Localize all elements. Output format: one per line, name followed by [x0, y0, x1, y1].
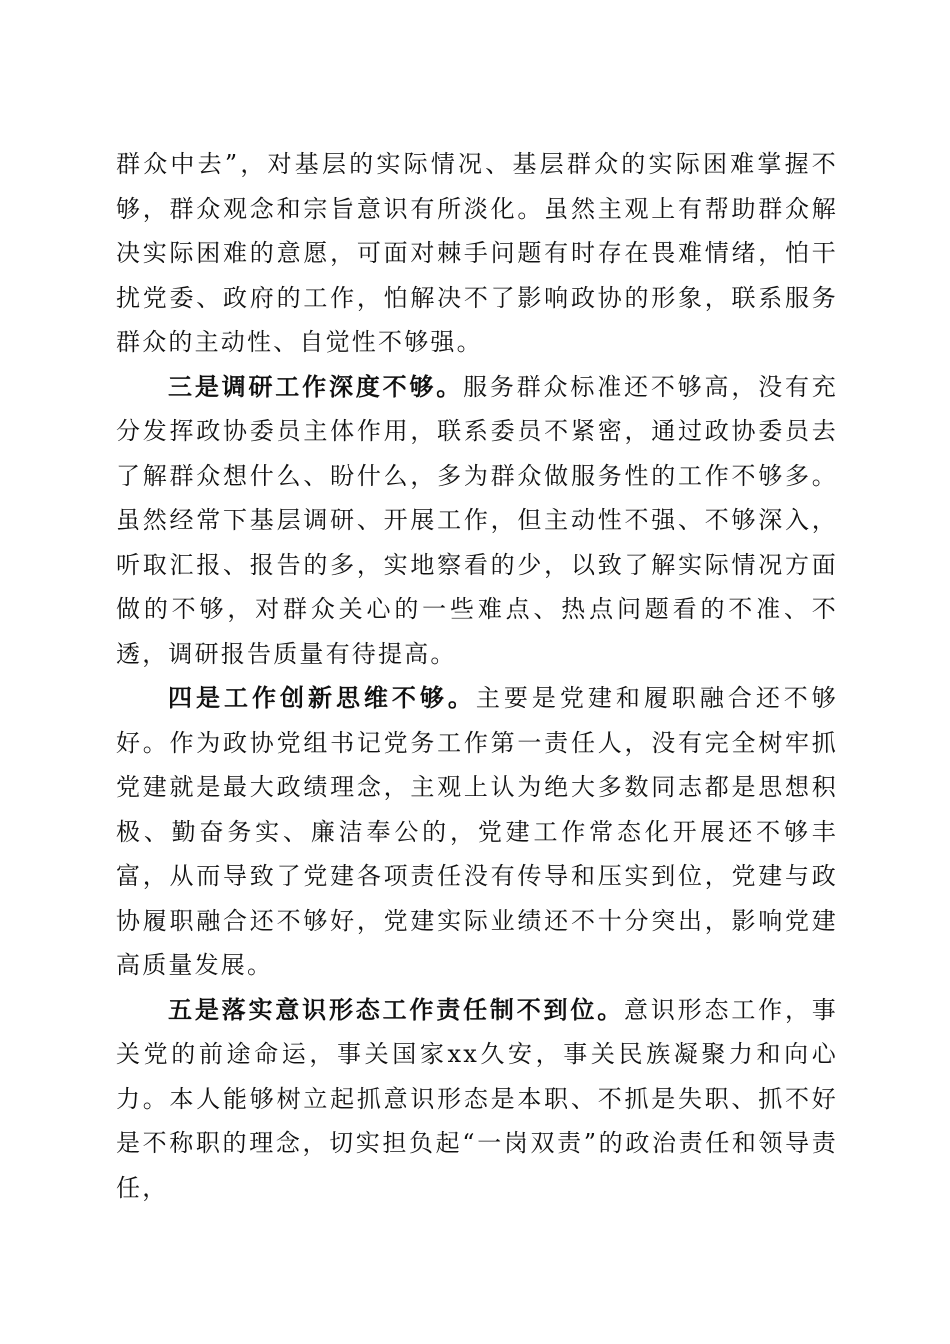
paragraph-point-three	[116, 365, 838, 677]
paragraph-heading: 五是落实意识形态工作责任制不到位。	[168, 994, 625, 1024]
paragraph-point-four	[116, 676, 838, 988]
paragraph-text: 服务群众标准还不够高，没有充分发挥政协委员主体作用，联系委员不紧密，通过政协委员去了解群众想什么、盼什么，多为群众做服务性的工作不够多。虽然经常下基层调研、开展工作，但主动性不强、不够深入，听取汇报、报告的多，实地察看的少，以致了解实际情况方面做的不够，对群众关心的一些难点、热点问题看的不准、不透，调研报告质量有待提高。	[116, 372, 838, 668]
paragraph-text: 主要是党建和履职融合还不够好。作为政协党组书记党务工作第一责任人，没有完全树牢抓党建就是最大政绩理念，主观上认为绝大多数同志都是思想积极、勤奋务实、廉洁奉公的，党建工作常态化开展还不够丰富，从而导致了党建各项责任没有传导和压实到位，党建与政协履职融合还不够好，党建实际业绩还不十分突出，影响党建高质量发展。	[116, 684, 838, 979]
paragraph-heading: 三是调研工作深度不够。	[168, 371, 464, 401]
paragraph-continuation	[116, 142, 838, 365]
document-body	[116, 142, 838, 1210]
paragraph-point-five	[116, 988, 838, 1211]
paragraph-text: 意识形态工作，事关党的前途命运，事关国家xx久安，事关民族凝聚力和向心力。本人能够树立起抓意识形态是本职、不抓是失职、抓不好是不称职的理念，切实担负起“一岗双责”的政治责任和领导责任，	[116, 995, 838, 1202]
paragraph-heading: 四是工作创新思维不够。	[168, 683, 476, 712]
paragraph-text: 群众中去”，对基层的实际情况、基层群众的实际困难掌握不够，群众观念和宗旨意识有所淡化。虽然主观上有帮助群众解决实际困难的意愿，可面对棘手问题有时存在畏难情绪，怕干扰党委、政府的工作，怕解决不了影响政协的形象，联系服务群众的主动性、自觉性不够强。	[116, 150, 838, 356]
